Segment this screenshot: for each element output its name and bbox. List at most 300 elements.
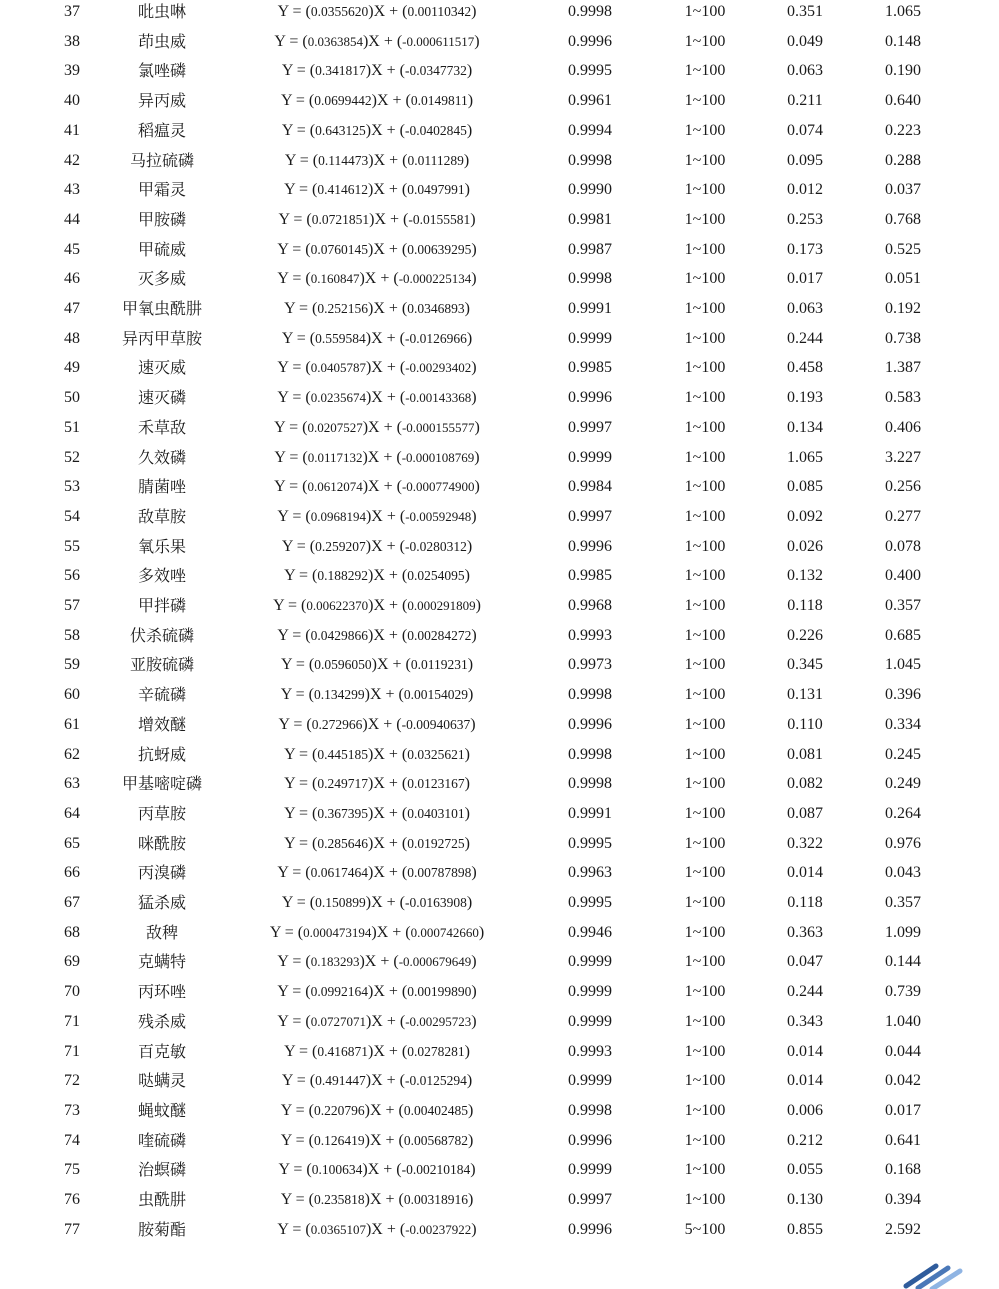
compound-name: 氯唑磷 — [137, 61, 186, 81]
row-number: 74 — [64, 1131, 80, 1149]
row-number: 53 — [64, 478, 80, 496]
row-number: 44 — [64, 210, 80, 228]
row-number: 62 — [64, 745, 80, 763]
intercept-value: -0.000774900 — [401, 479, 475, 495]
slope-value: 0.285646 — [317, 835, 368, 851]
linear-range: 1~100 — [684, 121, 726, 139]
table-row — [0, 1187, 999, 1217]
linear-range: 1~100 — [684, 32, 726, 50]
linear-range: 1~100 — [684, 1042, 726, 1060]
compound-name: 虫酰肼 — [137, 1190, 186, 1209]
quantitation-limit: 0.400 — [885, 567, 921, 585]
table-row — [0, 0, 999, 29]
compound-name: 治螟磷 — [137, 1160, 186, 1180]
compound-name: 增效醚 — [137, 714, 186, 734]
quantitation-limit: 0.192 — [885, 300, 921, 317]
quantitation-limit: 1.045 — [885, 656, 921, 674]
table-row — [0, 355, 999, 385]
slope-value: 0.491447 — [315, 1073, 366, 1089]
detection-limit: 0.012 — [787, 181, 823, 199]
quantitation-limit: 0.043 — [885, 864, 921, 882]
slope-value: 0.445185 — [317, 746, 368, 762]
table-row — [0, 534, 999, 564]
row-number: 71 — [64, 1012, 80, 1030]
intercept-value: 0.0254095 — [407, 568, 465, 584]
slope-value: 0.134299 — [314, 687, 365, 703]
detection-limit: 0.087 — [787, 804, 823, 822]
compound-name: 咪酰胺 — [137, 833, 186, 853]
intercept-value: 0.0325621 — [407, 746, 465, 762]
intercept-value: -0.000225134 — [398, 271, 472, 287]
table-row — [0, 237, 999, 267]
regression-equation: Y = (0.367395)X + (0.0403101) — [284, 804, 470, 822]
correlation-coefficient: 0.9996 — [568, 1131, 612, 1149]
regression-equation: Y = (0.183293)X + (-0.000679649) — [277, 953, 477, 971]
row-number: 38 — [64, 32, 80, 50]
row-number: 73 — [64, 1101, 80, 1119]
compound-name: 丙环唑 — [137, 982, 186, 1002]
correlation-coefficient: 0.9998 — [568, 686, 612, 704]
intercept-value: -0.000155577 — [401, 419, 475, 435]
row-number: 67 — [64, 894, 80, 911]
linear-range: 1~100 — [684, 478, 726, 496]
quantitation-limit: 0.394 — [885, 1191, 921, 1208]
regression-equation: Y = (0.0612074)X + (-0.000774900) — [274, 478, 480, 496]
intercept-value: 0.0111289 — [407, 152, 464, 168]
correlation-coefficient: 0.9996 — [568, 1220, 612, 1238]
correlation-coefficient: 0.9991 — [568, 804, 612, 822]
diagonal-stripes-logo-icon — [900, 1258, 964, 1289]
compound-name: 茚虫威 — [137, 31, 186, 51]
slope-value: 0.0429866 — [310, 627, 368, 643]
table-row — [0, 593, 999, 623]
correlation-coefficient: 0.9999 — [568, 1161, 612, 1179]
intercept-value: -0.000108769 — [401, 449, 475, 465]
regression-equation: Y = (0.0596050)X + (0.0119231) — [280, 656, 474, 674]
intercept-value: -0.00592948 — [405, 508, 472, 524]
compound-name: 多效唑 — [137, 566, 186, 586]
row-number: 40 — [64, 92, 80, 110]
correlation-coefficient: 0.9999 — [568, 329, 612, 347]
row-number: 68 — [64, 923, 80, 941]
compound-name: 残杀威 — [137, 1011, 186, 1031]
quantitation-limit: 1.065 — [885, 3, 921, 20]
row-number: 63 — [64, 775, 80, 793]
detection-limit: 0.092 — [787, 507, 823, 525]
regression-equation: Y = (0.0365107)X + (-0.00237922) — [277, 1220, 477, 1238]
table-row — [0, 1157, 999, 1187]
table-row — [0, 742, 999, 772]
compound-name: 伏杀硫磷 — [129, 625, 194, 645]
correlation-coefficient: 0.9998 — [568, 1101, 612, 1119]
table-row — [0, 148, 999, 178]
table-row — [0, 801, 999, 831]
table-row — [0, 771, 999, 801]
compound-name: 速灭磷 — [137, 388, 186, 408]
linear-range: 1~100 — [684, 1191, 726, 1208]
correlation-coefficient: 0.9996 — [568, 389, 612, 407]
slope-value: 0.126419 — [314, 1132, 365, 1148]
correlation-coefficient: 0.9985 — [568, 567, 612, 585]
intercept-value: -0.00940637 — [401, 716, 471, 732]
table-row — [0, 712, 999, 742]
detection-limit: 0.322 — [787, 834, 823, 852]
row-number: 45 — [64, 240, 80, 258]
row-number: 76 — [64, 1191, 80, 1208]
regression-equation: Y = (0.160847)X + (-0.000225134) — [277, 270, 477, 288]
compound-name: 敌草胺 — [137, 506, 186, 526]
detection-limit: 0.014 — [787, 1042, 823, 1060]
detection-limit: 0.212 — [787, 1131, 823, 1149]
slope-value: 0.0721851 — [311, 211, 370, 227]
detection-limit: 0.110 — [787, 715, 823, 733]
correlation-coefficient: 0.9999 — [568, 448, 612, 466]
regression-equation: Y = (0.0760145)X + (0.00639295) — [277, 240, 477, 258]
intercept-value: 0.00787898 — [407, 865, 472, 881]
correlation-coefficient: 0.9997 — [568, 507, 612, 525]
detection-limit: 0.132 — [787, 567, 823, 585]
correlation-coefficient: 0.9998 — [568, 3, 612, 20]
table-row — [0, 445, 999, 475]
correlation-coefficient: 0.9999 — [568, 983, 612, 1001]
row-number: 48 — [64, 329, 80, 347]
slope-value: 0.0405787 — [310, 360, 366, 376]
table-row — [0, 860, 999, 890]
table-row — [0, 1039, 999, 1069]
row-number: 59 — [64, 656, 80, 674]
slope-value: 0.0968194 — [310, 508, 366, 524]
detection-limit: 0.363 — [787, 923, 823, 941]
linear-range: 1~100 — [684, 270, 726, 288]
correlation-coefficient: 0.9996 — [568, 537, 612, 555]
slope-value: 0.259207 — [315, 538, 366, 554]
regression-equation: Y = (0.0721851)X + (-0.0155581) — [278, 210, 476, 228]
linear-range: 1~100 — [684, 656, 726, 674]
linear-range: 1~100 — [684, 715, 726, 733]
detection-limit: 0.014 — [787, 1072, 823, 1090]
quantitation-limit: 0.583 — [885, 389, 921, 407]
table-row — [0, 890, 999, 920]
table-row — [0, 326, 999, 356]
row-number: 47 — [64, 300, 80, 317]
detection-limit: 0.253 — [787, 210, 823, 228]
regression-equation: Y = (0.100634)X + (-0.00210184) — [278, 1161, 476, 1179]
linear-range: 1~100 — [684, 389, 726, 407]
table-row — [0, 504, 999, 534]
intercept-value: 0.00284272 — [407, 627, 472, 643]
intercept-value: 0.00402485 — [403, 1102, 468, 1118]
row-number: 56 — [64, 567, 80, 585]
linear-range: 1~100 — [684, 181, 726, 199]
intercept-value: -0.000679649 — [398, 954, 472, 970]
quantitation-limit: 0.168 — [885, 1161, 921, 1179]
row-number: 43 — [64, 181, 80, 199]
linear-range: 5~100 — [684, 1220, 726, 1238]
regression-equation: Y = (0.0727071)X + (-0.00295723) — [277, 1012, 477, 1030]
slope-value: 0.100634 — [311, 1162, 363, 1178]
quantitation-limit: 0.249 — [885, 775, 921, 793]
linear-range: 1~100 — [684, 953, 726, 971]
compound-name: 丙草胺 — [137, 803, 186, 823]
slope-value: 0.414612 — [317, 182, 368, 198]
correlation-coefficient: 0.9996 — [568, 32, 612, 50]
intercept-value: -0.00210184 — [401, 1162, 471, 1178]
correlation-coefficient: 0.9968 — [568, 597, 612, 614]
detection-limit: 0.134 — [787, 418, 823, 436]
quantitation-limit: 0.334 — [885, 715, 921, 733]
detection-limit: 0.118 — [787, 597, 823, 614]
linear-range: 1~100 — [684, 597, 726, 614]
detection-limit: 0.063 — [787, 62, 823, 80]
correlation-coefficient: 0.9995 — [568, 894, 612, 911]
regression-equation: Y = (0.0968194)X + (-0.00592948) — [277, 507, 477, 525]
detection-limit: 0.343 — [787, 1012, 823, 1030]
slope-value: 0.0727071 — [310, 1013, 366, 1029]
table-row — [0, 623, 999, 653]
slope-value: 0.00622370 — [306, 598, 369, 613]
intercept-value: 0.00154029 — [403, 687, 468, 703]
regression-equation: Y = (0.414612)X + (0.0497991) — [284, 181, 470, 199]
quantitation-limit: 1.099 — [885, 923, 921, 941]
correlation-coefficient: 0.9999 — [568, 1012, 612, 1030]
row-number: 64 — [64, 804, 80, 822]
table-row — [0, 474, 999, 504]
compound-name: 异丙甲草胺 — [121, 328, 202, 348]
table-row — [0, 682, 999, 712]
slope-value: 0.0355620 — [310, 4, 369, 19]
table-row — [0, 1217, 999, 1247]
correlation-coefficient: 0.9993 — [568, 626, 612, 644]
quantitation-limit: 0.223 — [885, 121, 921, 139]
row-number: 72 — [64, 1072, 80, 1090]
row-number: 52 — [64, 448, 80, 466]
linear-range: 1~100 — [684, 864, 726, 882]
linear-range: 1~100 — [684, 686, 726, 704]
quantitation-limit: 0.017 — [885, 1101, 921, 1119]
regression-equation: Y = (0.0699442)X + (0.0149811) — [280, 92, 474, 110]
compound-name: 腈菌唑 — [137, 477, 186, 497]
row-number: 37 — [64, 3, 80, 20]
correlation-coefficient: 0.9987 — [568, 240, 612, 258]
regression-equation: Y = (0.0429866)X + (0.00284272) — [277, 626, 477, 644]
slope-value: 0.0596050 — [314, 657, 372, 673]
compound-name: 灭多威 — [137, 269, 186, 289]
intercept-value: -0.0280312 — [404, 538, 467, 554]
correlation-coefficient: 0.9997 — [568, 1191, 612, 1208]
intercept-value: -0.0402845 — [404, 122, 467, 138]
intercept-value: 0.0192725 — [407, 835, 465, 851]
compound-name: 异丙威 — [137, 91, 186, 111]
linear-range: 1~100 — [684, 418, 726, 436]
correlation-coefficient: 0.9999 — [568, 953, 612, 971]
row-number: 42 — [64, 151, 80, 169]
intercept-value: -0.00295723 — [405, 1013, 472, 1029]
linear-range: 1~100 — [684, 151, 726, 169]
correlation-coefficient: 0.9991 — [568, 300, 612, 317]
slope-value: 0.0363854 — [307, 33, 363, 49]
regression-equation: Y = (0.272966)X + (-0.00940637) — [278, 715, 476, 733]
correlation-coefficient: 0.9998 — [568, 745, 612, 763]
compound-name: 猛杀威 — [137, 893, 186, 912]
linear-range: 1~100 — [684, 1072, 726, 1090]
compound-name: 敌稗 — [145, 922, 178, 942]
slope-value: 0.341817 — [315, 63, 366, 79]
correlation-coefficient: 0.9994 — [568, 121, 612, 139]
compound-name: 百克敏 — [137, 1041, 186, 1061]
linear-range: 1~100 — [684, 300, 726, 317]
row-number: 39 — [64, 62, 80, 80]
quantitation-limit: 0.148 — [885, 32, 921, 50]
correlation-coefficient: 0.9995 — [568, 834, 612, 852]
slope-value: 0.235818 — [314, 1192, 365, 1207]
intercept-value: 0.0403101 — [407, 805, 465, 821]
detection-limit: 0.095 — [787, 151, 823, 169]
regression-equation: Y = (0.643125)X + (-0.0402845) — [281, 121, 473, 139]
correlation-coefficient: 0.9996 — [568, 715, 612, 733]
compound-name: 久效磷 — [137, 447, 186, 467]
correlation-coefficient: 0.9981 — [568, 210, 612, 228]
table-row — [0, 385, 999, 415]
linear-range: 1~100 — [684, 507, 726, 525]
quantitation-limit: 2.592 — [885, 1220, 921, 1238]
linear-range: 1~100 — [684, 1101, 726, 1119]
regression-equation: Y = (0.0992164)X + (0.00199890) — [277, 983, 477, 1001]
intercept-value: 0.00110342 — [407, 4, 472, 19]
regression-equation: Y = (0.0117132)X + (-0.000108769) — [274, 448, 480, 466]
detection-limit: 0.063 — [787, 300, 823, 317]
regression-equation: Y = (0.416871)X + (0.0278281) — [284, 1042, 470, 1060]
table-row — [0, 1068, 999, 1098]
regression-equation: Y = (0.259207)X + (-0.0280312) — [281, 537, 473, 555]
row-number: 58 — [64, 626, 80, 644]
compound-name: 亚胺硫磷 — [129, 655, 194, 675]
compound-name: 甲胺磷 — [137, 209, 186, 229]
compound-name: 吡虫啉 — [137, 2, 186, 21]
regression-equation: Y = (0.0363854)X + (-0.000611517) — [274, 32, 480, 50]
correlation-coefficient: 0.9998 — [568, 270, 612, 288]
linear-range: 1~100 — [684, 448, 726, 466]
detection-limit: 0.351 — [787, 3, 823, 20]
detection-limit: 0.049 — [787, 32, 823, 50]
slope-value: 0.0117132 — [307, 449, 363, 465]
regression-equation: Y = (0.000473194)X + (0.000742660) — [269, 923, 485, 941]
detection-limit: 0.026 — [787, 537, 823, 555]
slope-value: 0.559584 — [315, 330, 366, 346]
regression-equation: Y = (0.0355620)X + (0.00110342) — [277, 3, 477, 20]
linear-range: 1~100 — [684, 745, 726, 763]
intercept-value: 0.0119231 — [410, 657, 468, 673]
correlation-coefficient: 0.9984 — [568, 478, 612, 496]
intercept-value: 0.00568782 — [403, 1132, 468, 1148]
row-number: 61 — [64, 715, 80, 733]
quantitation-limit: 3.227 — [885, 448, 921, 466]
quantitation-limit: 0.641 — [885, 1131, 921, 1149]
regression-equation: Y = (0.220796)X + (0.00402485) — [280, 1101, 474, 1119]
quantitation-limit: 0.768 — [885, 210, 921, 228]
row-number: 65 — [64, 834, 80, 852]
quantitation-limit: 0.144 — [885, 953, 921, 971]
quantitation-limit: 0.190 — [885, 62, 921, 80]
correlation-coefficient: 0.9973 — [568, 656, 612, 674]
compound-name: 辛硫磷 — [137, 685, 186, 705]
regression-equation: Y = (0.0207527)X + (-0.000155577) — [274, 418, 480, 436]
table-row — [0, 207, 999, 237]
intercept-value: -0.0347732 — [404, 63, 467, 79]
quantitation-limit: 0.044 — [885, 1042, 921, 1060]
linear-range: 1~100 — [684, 329, 726, 347]
slope-value: 0.416871 — [317, 1043, 368, 1059]
intercept-value: -0.0126966 — [404, 330, 467, 346]
intercept-value: 0.000291809 — [407, 598, 476, 613]
linear-range: 1~100 — [684, 1012, 726, 1030]
quantitation-limit: 1.040 — [885, 1012, 921, 1030]
regression-equation: Y = (0.150899)X + (-0.0163908) — [281, 894, 473, 911]
compound-name: 丙溴磷 — [137, 863, 186, 883]
intercept-value: 0.0278281 — [407, 1043, 465, 1059]
regression-equation: Y = (0.285646)X + (0.0192725) — [284, 834, 470, 852]
quantitation-limit: 0.357 — [885, 597, 921, 614]
compound-name: 抗蚜威 — [137, 744, 186, 764]
regression-equation: Y = (0.445185)X + (0.0325621) — [284, 745, 470, 763]
quantitation-limit: 0.037 — [885, 181, 921, 199]
linear-range: 1~100 — [684, 834, 726, 852]
slope-value: 0.160847 — [310, 271, 360, 287]
detection-limit: 0.458 — [787, 359, 823, 377]
detection-limit: 0.006 — [787, 1101, 823, 1119]
table-row — [0, 979, 999, 1009]
quantitation-limit: 0.042 — [885, 1072, 921, 1090]
correlation-coefficient: 0.9993 — [568, 1042, 612, 1060]
table-row — [0, 177, 999, 207]
regression-equation: Y = (0.0235674)X + (-0.00143368) — [277, 389, 477, 407]
intercept-value: -0.0155581 — [408, 211, 471, 227]
quantitation-limit: 0.288 — [885, 151, 921, 169]
quantitation-limit: 0.976 — [885, 834, 921, 852]
detection-limit: 0.226 — [787, 626, 823, 644]
row-number: 75 — [64, 1161, 80, 1179]
detection-limit: 0.118 — [787, 894, 823, 911]
intercept-value: 0.00199890 — [407, 984, 472, 1000]
compound-name: 克螨特 — [137, 952, 186, 972]
row-number: 71 — [64, 1042, 80, 1060]
row-number: 41 — [64, 121, 80, 139]
row-number: 49 — [64, 359, 80, 377]
regression-equation: Y = (0.188292)X + (0.0254095) — [284, 567, 470, 585]
detection-limit: 0.173 — [787, 240, 823, 258]
table-row — [0, 831, 999, 861]
compound-name: 甲硫威 — [137, 239, 186, 259]
regression-equation: Y = (0.114473)X + (0.0111289) — [284, 151, 470, 169]
compound-name: 胺菊酯 — [137, 1219, 186, 1239]
correlation-coefficient: 0.9961 — [568, 92, 612, 110]
detection-limit: 0.085 — [787, 478, 823, 496]
compound-name: 甲基嘧啶磷 — [121, 774, 202, 794]
quantitation-limit: 0.245 — [885, 745, 921, 763]
table-row — [0, 920, 999, 950]
linear-range: 1~100 — [684, 240, 726, 258]
regression-equation: Y = (0.134299)X + (0.00154029) — [280, 686, 474, 704]
slope-value: 0.0760145 — [310, 241, 368, 257]
compound-name: 禾草敌 — [137, 417, 186, 437]
linear-range: 1~100 — [684, 894, 726, 911]
quantitation-limit: 0.738 — [885, 329, 921, 347]
linear-range: 1~100 — [684, 3, 726, 20]
table-row — [0, 1128, 999, 1158]
linear-range: 1~100 — [684, 923, 726, 941]
table-row — [0, 1098, 999, 1128]
quantitation-limit: 1.387 — [885, 359, 921, 377]
table-row — [0, 563, 999, 593]
